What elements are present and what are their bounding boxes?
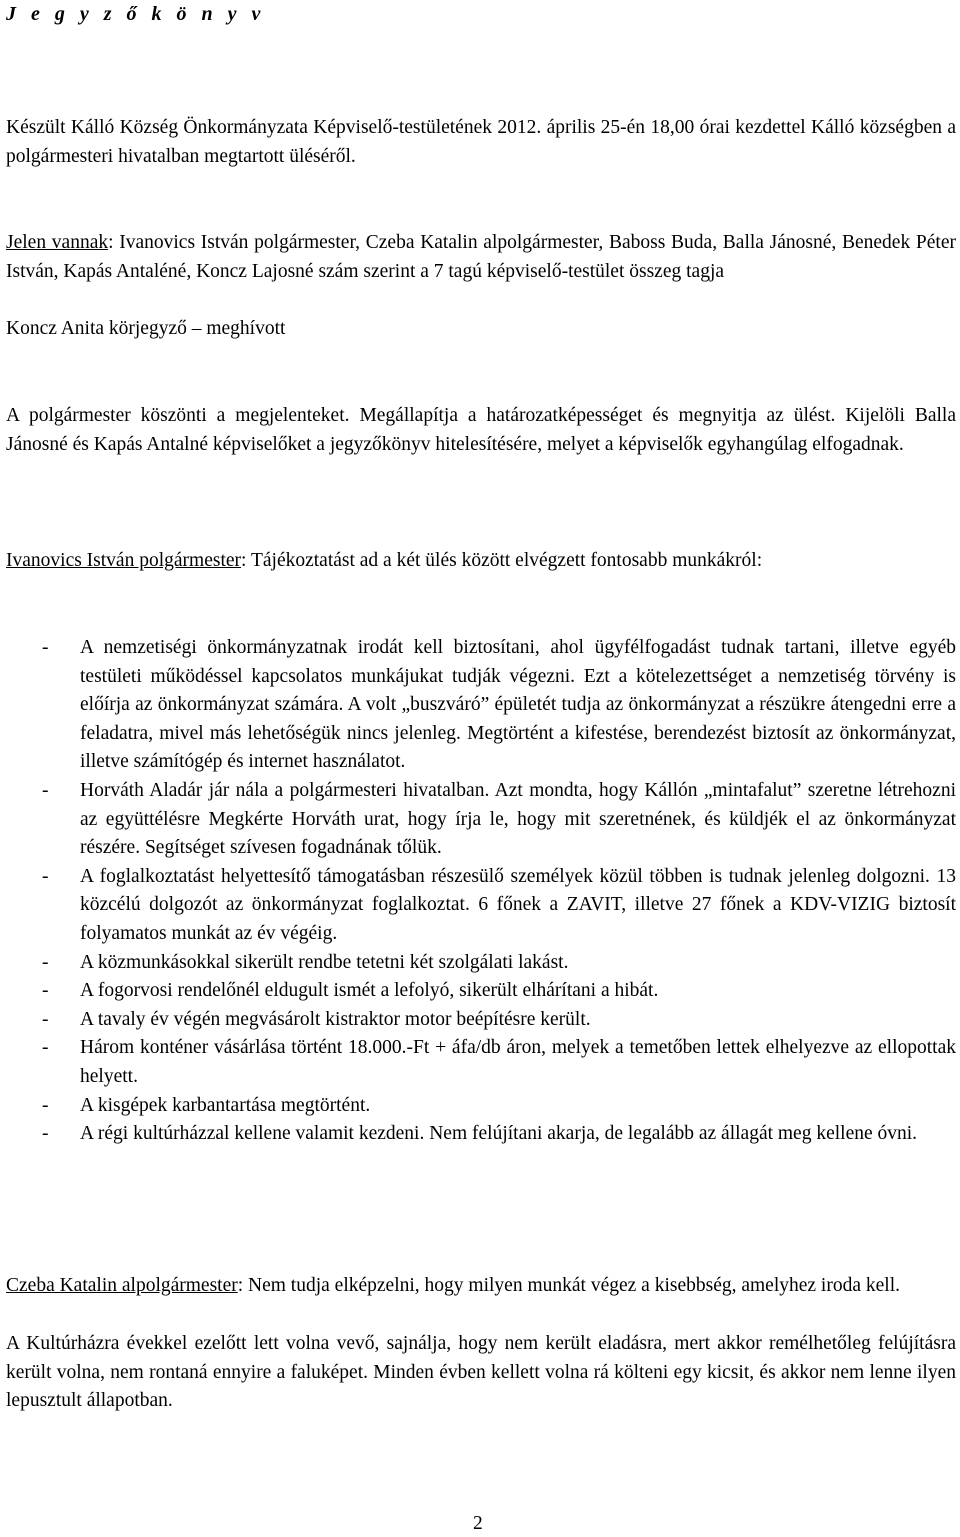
list-dash: -	[42, 865, 49, 887]
document-title: J e g y z ő k ö n y v	[6, 3, 266, 25]
list-item-text: A tavaly év végén megvásárolt kistraktor motor beépítésre került.	[80, 1008, 591, 1030]
list-dash: -	[42, 1037, 49, 1059]
list-item	[6, 1034, 956, 1091]
list-item	[6, 863, 956, 949]
mayor-text: : Tájékoztatást ad a két ülés között elvégzett fontosabb munkákról:	[241, 550, 763, 571]
mayor-report-intro	[6, 547, 956, 576]
list-item-text: A közmunkásokkal sikerült rendbe tetetni két szolgálati lakást.	[80, 951, 569, 973]
list-item	[6, 977, 956, 1006]
attendees-paragraph	[6, 229, 956, 286]
vice-mayor-text: : Nem tudja elképzelni, hogy milyen munkát végez a kisebbség, amelyhez iroda kell.	[237, 1275, 900, 1296]
closing-paragraph: A Kultúrházra évekkel ezelőtt lett volna vevő, sajnálja, hogy nem került eladásra, mert akkor remélhetőleg felújításra került volna, nem rontaná ennyire a faluképet. Minden évben kellett volna rá költeni egy kicsit, és akkor nem lenne ilyen lepusztult állapotban.	[6, 1333, 956, 1411]
list-item-text: Három konténer vásárlása történt 18.000.-Ft + áfa/db áron, melyek a temetőben lettek elhelyezve az ellopottak helyett.	[80, 1037, 956, 1087]
vice-mayor-paragraph	[6, 1272, 956, 1301]
attendees-label: Jelen vannak	[6, 232, 109, 253]
opening-paragraph: A polgármester köszönti a megjelenteket. Megállapítja a határozatképességet és megnyitja az ülést. Kijelöli Balla Jánosné és Kapás Antalné képviselőket a jegyzőkönyv hitelesítésére, melyet a képviselők egyhangúlag elfogadnak.	[6, 405, 956, 455]
mayor-label: Ivanovics István polgármester	[6, 550, 242, 571]
list-dash: -	[42, 1094, 49, 1116]
intro-paragraph: Készült Kálló Község Önkormányzata Képviselő-testületének 2012. április 25-én 18,00 órai kezdettel Kálló községben a polgármesteri hivatalban megtartott üléséről.	[6, 117, 956, 167]
vice-mayor-label: Czeba Katalin alpolgármester	[6, 1275, 238, 1296]
attendees-text: : Ivanovics István polgármester, Czeba Katalin alpolgármester, Baboss Buda, Balla Jánosné, Benedek Péter István, Kapás Antaléné, Koncz Lajosné szám szerint a 7 tagú képviselő-testület összeg tagja	[6, 232, 956, 282]
list-item	[6, 1092, 956, 1121]
report-list	[6, 634, 956, 1149]
list-dash: -	[42, 637, 49, 658]
list-item	[6, 777, 956, 863]
list-dash: -	[42, 1123, 49, 1145]
list-dash: -	[42, 951, 49, 973]
list-item	[6, 949, 956, 978]
invited-line: Koncz Anita körjegyző – meghívott	[6, 318, 286, 339]
list-item	[6, 1120, 956, 1149]
list-dash: -	[42, 1008, 49, 1030]
list-item-text: A kisgépek karbantartása megtörtént.	[80, 1094, 371, 1116]
list-item	[6, 634, 956, 777]
list-item	[6, 1006, 956, 1035]
list-item-text: A régi kultúrházzal kellene valamit kezdeni. Nem felújítani akarja, de legalább az állagát meg kellene óvni.	[80, 1123, 918, 1145]
list-item-text: Horváth Aladár jár nála a polgármesteri hivatalban. Azt mondta, hogy Kállón „mintafalut” szeretne létrehozni az együttélésre Megkérte Horváth urat, hogy írja le, hogy mit szeretnének, és küldjék el az önkormányzat részére. Segítséget szívesen fogadnának tőlük.	[80, 779, 956, 859]
list-dash: -	[42, 779, 49, 801]
page-number: 2	[473, 1513, 483, 1534]
list-dash: -	[42, 980, 49, 1002]
list-item-text: A fogorvosi rendelőnél eldugult ismét a lefolyó, sikerült elhárítani a hibát.	[80, 980, 659, 1002]
list-item-text: A foglalkoztatást helyettesítő támogatásban részesülő személyek közül többen is tudnak jelenleg dolgozni. 13 közcélú dolgozót az önkormányzat foglalkoztat. 6 főnek a ZAVIT, illetve 27 főnek a KDV-VIZIG biztosít folyamatos munkát az év végéig.	[80, 865, 956, 944]
list-item-text: A nemzetiségi önkormányzatnak irodát kell biztosítani, ahol ügyfélfogadást tudnak tartani, illetve egyéb testületi működéssel kapcsolatos munkájukat tudják végezni. Ezt a kötelezettséget a nemzetiség törvény is előírja az önkormányzat számára. A volt „buszváró” épületét tudja az önkormányzat a részükre átengedni erre a feladatra, mivel más lehetőségük nincs jelenleg. Megtörtént a kifestése, berendezést biztosít az önkormányzat, illetve számítógép és internet használatot.	[80, 637, 956, 773]
